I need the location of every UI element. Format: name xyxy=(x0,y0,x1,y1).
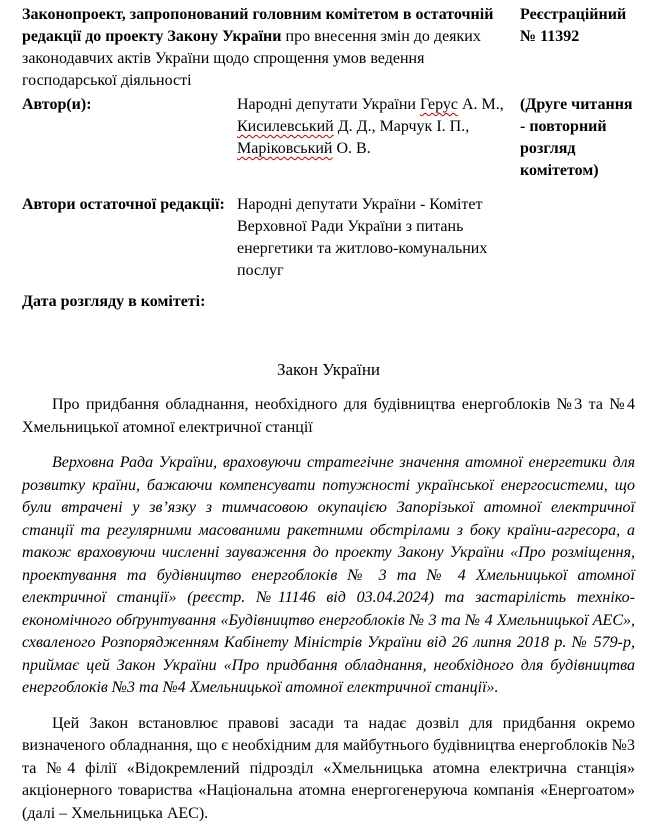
author-name-gerus: Герус xyxy=(419,96,458,113)
law-article-paragraph: Цей Закон встановлює правові засади та надає дозвіл для придбання окремо визначеного обладнання, що є необхідним для майбутнього будівництва енергоблоків №3 та №4 філії «Відокремлений підрозділ «Хмельницька атомна електрична станція» акціонерного товариства «Національна атомна енергогенеруюча компанія «Енергоатом» (далі – Хмельницька АЕС). xyxy=(22,714,635,822)
document-title-bold: Законопроект, запропонований головним комітетом в остаточній редакції до проекту Закону України xyxy=(22,6,494,45)
document-title xyxy=(22,4,520,92)
committee-date-label: Дата розгляду в комітеті: xyxy=(22,293,206,310)
authors-value xyxy=(237,94,520,182)
authors-text: А. М., xyxy=(457,96,504,113)
authors-text: О. В. xyxy=(332,140,371,157)
header-row4-spacer xyxy=(520,291,635,313)
registration-number: Реєстраційний № 11392 xyxy=(520,6,627,45)
authors-label: Автор(и): xyxy=(22,96,92,113)
reading-note: (Друге читання - повторний розгляд комітетом) xyxy=(520,96,633,179)
document-title-rest: про внесення змін до деяких законодавчих актів України щодо спрощення умов ведення господарської діяльності xyxy=(22,28,481,89)
header-row-authors xyxy=(22,94,635,182)
law-title-paragraph: Про придбання обладнання, необхідного для будівництва енергоблоків №3 та №4 Хмельницької атомної електричної станції xyxy=(22,396,635,436)
authors-text: Народні депутати України xyxy=(237,96,420,113)
law-preamble-paragraph: Верховна Рада України, враховуючи стратегічне значення атомної енергетики для розвитку країни, бажаючи компенсувати потужності української енергосистеми, що були втрачені у зв’язку з тимчасовою окупацією Запорізької атомної електричної станції та регулярними масованими ракетними обстрілами з боку країни-агресора, а також враховуючи численні зауваження до проекту Закону України «Про розміщення, проектування та будівництво енергоблоків № 3 та № 4 Хмельницької атомної електричної станції» (реєстр. №11146 від 03.04.2024) та застарілість техніко-економічного обґрунтування «Будівництво енергоблоків № 3 та № 4 Хмельницької АЕС», схваленого Розпорядженням Кабінету Міністрів України від 26 липня 2018 р. № 579-р, приймає цей Закон України «Про придбання обладнання, необхідного для будівництва енергоблоків №3 та №4 Хмельницької атомної електричної станції». xyxy=(22,454,635,696)
final-authors-label: Автори остаточної редакції: xyxy=(22,196,225,213)
law-heading: Закон України xyxy=(276,360,381,379)
author-name-marikovskyi: Маріковський xyxy=(237,140,333,157)
authors-text: Д. Д., Марчук І. П., xyxy=(333,118,470,135)
author-name-kysylevskyi: Кисилевський xyxy=(237,118,334,135)
header-row-title xyxy=(22,4,635,92)
header-row-committee-date xyxy=(22,291,635,313)
header-row3-spacer xyxy=(520,194,635,282)
final-authors-value: Народні депутати України - Комітет Верховної Ради України з питань енергетики та житлово-комунальних послуг xyxy=(237,196,488,279)
header-row-final-authors xyxy=(22,194,635,282)
